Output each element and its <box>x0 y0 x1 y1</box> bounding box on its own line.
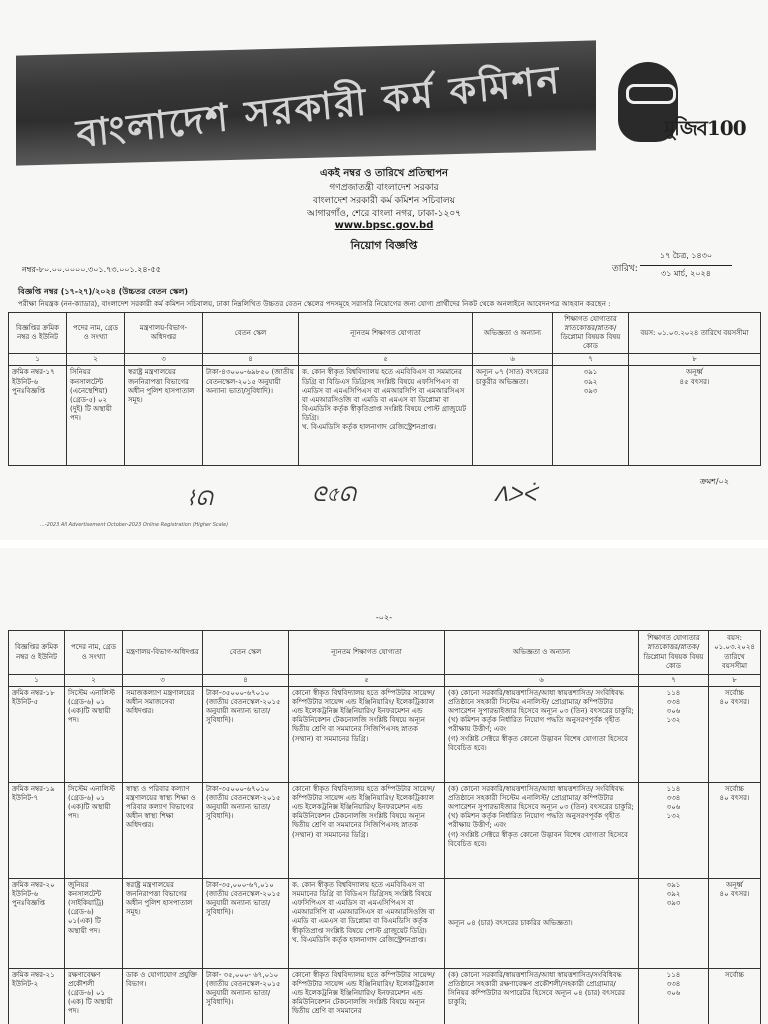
table-row <box>9 969 761 1024</box>
col-number: ২ <box>67 354 125 366</box>
cell-serial: ক্রমিক নম্বর-২১ ইউনিট-২ <box>9 969 65 1024</box>
recruitment-table-page-1 <box>8 312 761 466</box>
cell-codes: ১১৪ ৩৩৪ ৩০৬ ১৩২ <box>639 783 709 879</box>
col-header: শিক্ষাগত যোগ্যতার স্নাতকোত্তর/স্নাতক/ডিপ্লোমা বিষয়ক বিষয় কোড <box>639 631 709 675</box>
advertisement-number: বিজ্ঞপ্তি নম্বর (১৭-২৭)/২০২৪ (উচ্চতর বেতন স্কেল) <box>18 287 189 296</box>
header-line-3: আগারগাঁও, শেরে বাংলা নগর, ঢাকা-১২০৭ <box>306 209 462 219</box>
col-number: ৪ <box>203 675 289 687</box>
date-bangla: ১৭ চৈত্র, ১৪৩০ <box>640 250 732 266</box>
col-number: ১ <box>9 675 65 687</box>
intro-paragraph: পরীক্ষা নিয়ন্ত্রক (নন-ক্যাডার), বাংলাদেশ সরকারী কর্ম কমিশন সচিবালয়, ঢাকা নিম্নলিখিত উচ্চতর বেতন স্কেলের পদসমূহে সরাসরি নিয়োগের জন্য যোগ্য প্রার্থীদের নিকট থেকে অনলাইনে আবেদনপত্র আহবান করছেন : <box>18 300 611 308</box>
cell-edu: কোনো স্বীকৃত বিশ্ববিদ্যালয় হতে কম্পিউটার সায়েন্স/ কম্পিউটার সায়েন্স এন্ড ইঞ্জিনিয়ারিং/ ইলেকট্রিক্যাল এন্ড ইলেকট্রনিক্স ইঞ্জিনিয়ারিং/ ইনফরমেশন এন্ড কমিউনিকেশন টেকনোলজি সংশ্লিষ্ট বিষয়ে অন্যূন দ্বিতীয় শ্রেণি বা সমমানের সিজিপিএসহ স্নাতক (সম্মান) বা সমমানের ডিগ্রি। <box>289 687 445 783</box>
cell-pay: টাকা-৩৫,০০০-৬৭,০১০ (জাতীয় বেতনস্কেল-২০১৫ অনুযায়ী অন্যান্য ভাতা/সুবিধাদি)। <box>203 879 289 969</box>
col-header: বয়স: ০১.০৩.২০২৪ তারিখে বয়সসীমা <box>709 631 761 675</box>
cell-age: সর্বোচ্চ ৪০ বৎসর। <box>709 783 761 879</box>
glasses-icon <box>626 84 676 104</box>
cell-post: জুনিয়র কনসালটেন্ট (সাইকিয়াট্রি) (গ্রেড-৬) ০১(এক) টি অস্থায়ী পদ। <box>65 879 123 969</box>
signature-3: ᐱᐳᐹ <box>494 482 537 506</box>
col-number: ৮ <box>709 675 761 687</box>
date-label: তারিখ: <box>612 264 638 274</box>
table-header-row <box>9 313 761 354</box>
table-row <box>9 879 761 969</box>
col-header: বিজ্ঞপ্তির ক্রমিক নম্বর ও ইউনিট <box>9 631 65 675</box>
memo-number: নম্বর-৮০.০০.০০০০.৩০১.৭৩.০০১.২৪-৫৫ <box>22 265 161 274</box>
cell-post: রক্ষণাবেক্ষণ প্রকৌশলী (গ্রেড-৬) ০১ (এক) টি অস্থায়ী পদ। <box>65 969 123 1024</box>
logo-number: 100 <box>706 116 746 140</box>
col-number: ৭ <box>553 354 629 366</box>
col-number: ৪ <box>203 354 299 366</box>
table-row <box>9 687 761 783</box>
page-two <box>0 548 768 1024</box>
cell-edu: কোনো স্বীকৃত বিশ্ববিদ্যালয় হতে কম্পিউটার সায়েন্স/ কম্পিউটার সায়েন্স এন্ড ইঞ্জিনিয়ারিং/ ইলেকট্রিক্যাল এন্ড ইলেকট্রনিক্স ইঞ্জিনিয়ারিং/ ইনফরমেশন এন্ড কমিউনিকেশন টেকনোলজি সংশ্লিষ্ট বিষয়ে অন্যূন দ্বিতীয় শ্রেণি বা সমমানের সিজিপিএসহ স্নাতক (সম্মান) বা সমমানের ডিগ্রি। <box>289 783 445 879</box>
cell-exp: অন্যূন ০৭ (সাত) বৎসরের চাকুরীর অভিজ্ঞতা। <box>473 366 553 466</box>
col-number: ৩ <box>125 354 203 366</box>
cell-serial: ক্রমিক নম্বর-১৭ ইউনিট-৬ পুনঃবিজ্ঞপ্তি <box>9 366 67 466</box>
cell-edu: ক. কোন স্বীকৃত বিশ্ববিদ্যালয় হতে এমবিবিএস বা সমমানের ডিগ্রি বা বিডিএস ডিগ্রিসহ সংশ্লিষ্ট বিষয়ে এফসিপিএস বা এমডিস বা এমএসিপিএস বা এমআরসিপি বা এমআরসিএস বা এমআরসিওজি বা এমডি বা এমএস বা ডিপ্লোমা বা বিএমডিসি কর্তৃক স্বীকৃতিপ্রাপ্ত সংশ্লিষ্ট বিষয়ে পোস্ট গ্রাজুয়েট ডিগ্রি। খ. বিএমডিসি কর্তৃক হালনাগাদ রেজিস্ট্রেশনপ্রাপ্ত। <box>299 366 473 466</box>
table-row <box>9 366 761 466</box>
cell-codes: ১১৪ ৩৩৪ ৩০৬ ১৩২ <box>639 687 709 783</box>
col-header: মন্ত্রণালয়-বিভাগ-অধিদপ্তর <box>123 631 203 675</box>
cell-age: অনূর্ধ্ব ৪৫ বৎসর। <box>629 366 761 466</box>
cell-edu: কোনো স্বীকৃত বিশ্ববিদ্যালয় হতে কম্পিউটার সায়েন্স/ কম্পিউটার সায়েন্স এন্ড ইঞ্জিনিয়ারিং/ ইলেকট্রিক্যাল এন্ড ইলেকট্রনিক্স ইঞ্জিনিয়ারিং/ ইনফরমেশন এন্ড কমিউনিকেশন টেকনোলজি সংশ্লিষ্ট বিষয়ে অন্যূন দ্বিতীয় শ্রেণি বা সমমানের <box>289 969 445 1024</box>
cell-serial: ক্রমিক নম্বর-২০ ইউনিট-৬ পুনঃবিজ্ঞপ্তি <box>9 879 65 969</box>
cell-edu: ক. কোন স্বীকৃত বিশ্ববিদ্যালয় হতে এমবিবিএস বা সমমানের ডিগ্রি বা বিডিএস ডিগ্রিসহ সংশ্লিষ্ট বিষয়ে এফসিপিএস বা এমডিস বা এমএসিপিএস বা এমআরসিপি বা এমআরসিএস বা এমআরসিওজি বা এমডি বা এমএস বা ডিপ্লোমা বা বিএমডিসি কর্তৃক স্বীকৃতিপ্রাপ্ত সংশ্লিষ্ট বিষয়ে পোস্ট গ্রাজুয়েট ডিগ্রি। খ. বিএমডিসি কর্তৃক হালনাগাদ রেজিস্ট্রেশনপ্রাপ্ত। <box>289 879 445 969</box>
bpsc-building-banner <box>16 40 596 165</box>
col-number: ৫ <box>299 354 473 366</box>
logo-text: মুজিব <box>664 116 707 140</box>
cell-age: সর্বোচ্চ ৪০ বৎসর। <box>709 687 761 783</box>
continued-label: ক্রমশ/০২ <box>700 477 729 486</box>
page-number: -০২- <box>375 613 393 622</box>
cell-pay: টাকা-৩৫০০০-৬৭০১০ (জাতীয় বেতনস্কেল-২০১৫ অনুযায়ী অন্যান্য ভাতা/সুবিধাদি)। <box>203 687 289 783</box>
recruitment-table-page-2 <box>8 630 761 1024</box>
cell-post: সিস্টেম এনালিস্ট (গ্রেড-৬) ০১ (এক)টি অস্থায়ী পদ। <box>65 687 123 783</box>
cell-pay: টাকা-৪৩০০০-৬৯৮৫০ (জাতীয় বেতনস্কেল-২০১৫ অনুযায়ী অন্যান্য ভাতা/সুবিধাদি)। <box>203 366 299 466</box>
cell-post: সিনিয়র কনসালটেন্ট (এনেস্থেশিয়া) (গ্রেড-৫) ০২ (দুই) টি অস্থায়ী পদ। <box>67 366 125 466</box>
mujib-100-logo <box>604 56 744 156</box>
table-header-row <box>9 631 761 675</box>
col-number: ৭ <box>639 675 709 687</box>
cell-ministry: স্বরাষ্ট্র মন্ত্রণালয়ের জননিরাপত্তা বিভাগের অধীন পুলিশ হাসপাতাল সমূহ। <box>123 879 203 969</box>
col-header: বিজ্ঞপ্তির ক্রমিক নম্বর ও ইউনিট <box>9 313 67 354</box>
date-english: ৩১ মার্চ, ২০২৪ <box>661 269 711 278</box>
col-header: পদের নাম, গ্রেড ও সংখ্যা <box>65 631 123 675</box>
cell-serial: ক্রমিক নম্বর-১৮ ইউনিট-৫ <box>9 687 65 783</box>
cell-age: অনূর্ধ্ব ৪০ বৎসর। <box>709 879 761 969</box>
col-number: ২ <box>65 675 123 687</box>
col-header: পদের নাম, গ্রেড ও সংখ্যা <box>67 313 125 354</box>
notice-title: নিয়োগ বিজ্ঞপ্তি <box>350 239 418 252</box>
cell-serial: ক্রমিক নম্বর-১৯ ইউনিট-৭ <box>9 783 65 879</box>
col-number: ৮ <box>629 354 761 366</box>
table-row <box>9 783 761 879</box>
col-header: ন্যূনতম শিক্ষাগত যোগ্যতা <box>289 631 445 675</box>
date-box <box>640 250 732 281</box>
cell-ministry: স্বরাষ্ট্র মন্ত্রণালয়ের জননিরাপত্তা বিভাগের অধীন পুলিশ হাসপাতাল সমূহ। <box>125 366 203 466</box>
website-link[interactable]: www.bpsc.gov.bd <box>334 220 434 231</box>
cell-ministry: সমাজকল্যাণ মন্ত্রণালয়ের অধীন সমাজসেবা অধিদপ্তর। <box>123 687 203 783</box>
cell-codes: ১১৪ ৩৩৪ ৩০৬ <box>639 969 709 1024</box>
cell-codes: ৩৯১ ৩৯২ ৩৯৩ <box>553 366 629 466</box>
col-number: ৬ <box>473 354 553 366</box>
cell-age: সর্বোচ্চ <box>709 969 761 1024</box>
cell-exp: (ক) কোনো সরকারি/স্বায়ত্তশাসিত/আধা স্বায়ত্তশাসিত/সংবিধিবদ্ধ প্রতিষ্ঠানে সহকারী রক্ষণাবেক্ষণ প্রকৌশলী/সহকারী প্রোগ্রামার/ সিনিয়র কম্পিউটার অপারেটর হিসেবে অন্যূন ০৪ (চার) বৎসরের চাকুরি; <box>445 969 639 1024</box>
header-line-2: বাংলাদেশ সরকারী কর্ম কমিশন সচিবালয় <box>312 196 456 206</box>
col-number: ১ <box>9 354 67 366</box>
col-header: ন্যূনতম শিক্ষাগত যোগ্যতা <box>299 313 473 354</box>
header-line-1: গণপ্রজাতন্ত্রী বাংলাদেশ সরকার <box>329 183 439 193</box>
col-header: বেতন স্কেল <box>203 313 299 354</box>
col-number: ৬ <box>445 675 639 687</box>
col-header: বয়স: ০১.০৩.২০২৪ তারিখে বয়সসীমা <box>629 313 761 354</box>
cell-ministry: স্বাস্থ্য ও পরিবার কল্যাণ মন্ত্রণালয়ের স্বাস্থ্য শিক্ষা ও পরিবার কল্যাণ বিভাগের অধীন স্বাস্থ্য শিক্ষা অধিদপ্তর। <box>123 783 203 879</box>
banner-text: বাংলাদেশ সরকারী কর্ম কমিশন <box>74 56 563 157</box>
cell-exp: (ক) কোনো সরকারি/স্বায়ত্তশাসিত/আধা স্বায়ত্তশাসিত/ সংবিধিবদ্ধ প্রতিষ্ঠানে সহকারী সিস্টেম এনালিস্ট/ প্রোগ্রামার/ কম্পিউটার অপারেশন সুপারভাইজার হিসেবে অন্যূন ০৩ (তিন) বৎসরের চাকুরি; (খ) কমিশন কর্তৃক নির্ধারিত নিয়োগ পদ্ধতি অনুসরণপূর্বক গৃহীত পরীক্ষায় উত্তীর্ণ; এবং (গ) সংশ্লিষ্ট সেক্টরে স্বীকৃত কোনো উদ্ভাবন বিশেষ যোগ্যতা হিসেবে বিবেচিত হবে। <box>445 783 639 879</box>
page-separator <box>0 540 768 548</box>
replacement-title: একই নম্বর ও তারিখে প্রতিস্থাপন <box>320 168 448 179</box>
column-number-row <box>9 675 761 687</box>
col-number: ৩ <box>123 675 203 687</box>
cell-post: সিস্টেম এনালিস্ট (গ্রেড-৬) ০১ (এক)টি অস্থায়ী পদ। <box>65 783 123 879</box>
col-header: অভিজ্ঞতা ও অন্যান্য <box>445 631 639 675</box>
footnote: ...-2023 All Advertisement October-2023 Online Registration (Higher Scale) <box>40 522 229 528</box>
cell-exp: (ক) কোনো সরকারি/স্বায়ত্তশাসিত/আধা স্বায়ত্তশাসিত/ সংবিধিবদ্ধ প্রতিষ্ঠানে সহকারী সিস্টেম এনালিস্ট/ প্রোগ্রামার/ কম্পিউটার অপারেশন সুপারভাইজার হিসেবে অন্যূন ০৩ (তিন) বৎসরের চাকুরি; (খ) কমিশন কর্তৃক নির্ধারিত নিয়োগ পদ্ধতি অনুসরণপূর্বক গৃহীত পরীক্ষায় উত্তীর্ণ; এবং (গ) সংশ্লিষ্ট সেক্টরে স্বীকৃত কোনো উদ্ভাবন বিশেষ যোগ্যতা হিসেবে বিবেচিত হবে। <box>445 687 639 783</box>
col-header: বেতন স্কেল <box>203 631 289 675</box>
cell-codes: ৩৯১ ৩৯২ ৩৯৩ <box>639 879 709 969</box>
col-number: ৫ <box>289 675 445 687</box>
col-header: শিক্ষাগত যোগ্যতার স্নাতকোত্তর/স্নাতক/ডিপ্লোমা বিষয়ক বিষয় কোড <box>553 313 629 354</box>
column-number-row <box>9 354 761 366</box>
signature-1: ⌇ᘏ <box>186 486 213 510</box>
cell-exp: অন্যূন ০৪ (চার) বৎসরের চাকরির অভিজ্ঞতা। <box>445 879 639 969</box>
signature-2: ᘓ৫ᘏ <box>312 482 356 506</box>
cell-ministry: ডাক ও যোগাযোগ প্রযুক্তি বিভাগ। <box>123 969 203 1024</box>
cell-pay: টাকা-৩৫০০০-৬৭০১০ (জাতীয় বেতনস্কেল-২০১৫ অনুযায়ী অন্যান্য ভাতা/সুবিধাদি)। <box>203 783 289 879</box>
col-header: মন্ত্রণালয়-বিভাগ-অধিদপ্তর <box>125 313 203 354</box>
cell-pay: টাকা- ৩৫,০০০- ৬৭,০১০ (জাতীয় বেতনস্কেল-২০১৫ অনুযায়ী অন্যান্য ভাতা/সুবিধাদি)। <box>203 969 289 1024</box>
col-header: অভিজ্ঞতা ও অন্যান্য <box>473 313 553 354</box>
